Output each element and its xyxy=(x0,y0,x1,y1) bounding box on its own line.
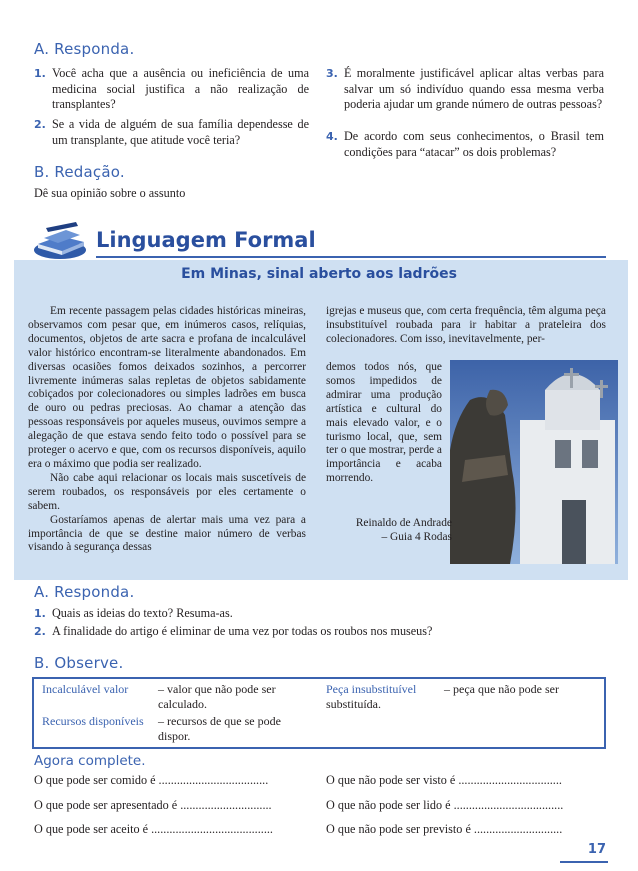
vocab-term: Peça insubstituível xyxy=(326,682,417,696)
question-1 xyxy=(34,66,309,113)
vocab-term: Incalculável valor xyxy=(42,682,129,696)
question-a2-1 xyxy=(34,606,614,622)
books-pen-icon xyxy=(32,220,90,262)
question-text: A finalidade do artigo é eliminar de uma vez por todas os roubos nos museus? xyxy=(52,624,433,638)
article-right-narrow: demos todos nós, que somos impedidos de admirar uma produção artística e cultural do mais elevado valor, e o turismo local, que, sem ter o que mostrar, perde a importância e acaba morrendo. xyxy=(326,361,442,485)
question-text: Você acha que a ausência ou ineficiência de uma medicina social justifica a não realização de transplantes? xyxy=(52,66,309,111)
article-headline: Em Minas, sinal aberto aos ladrões xyxy=(181,266,457,282)
page-number-rule xyxy=(560,861,608,863)
question-number: 4. xyxy=(326,130,338,143)
section-b-title: B. Redação. xyxy=(34,163,125,181)
question-number: 1. xyxy=(34,607,46,620)
fill-item: O que não pode ser previsto é ............................. xyxy=(326,822,563,836)
question-number: 2. xyxy=(34,118,46,131)
fill-item: O que pode ser aceito é ........................................ xyxy=(34,822,273,836)
article-paragraph: Em recente passagem pelas cidades históricas mineiras, observamos com pesar que, em inúmeros casos, relíquias, documentos, objetos de arte sacra e profana de incalculável valor histórico encontram-se literalmente abandonados. Em diversas ocasiões fomos deixados sozinhos, a percorrer livremente inúmeras salas repletas de objetos sabidamente cobiçados por colecionadores ou simples ladrões em busca de ouro ou pedras preciosas. Ao chamar a atenção das pessoas responsáveis por aqueles museus, ouvimos sempre a alegação de que estava sendo feito todo o possível para se proteger o acervo e que, com os recursos disponíveis, aquilo era o máximo que podia ser realizado. xyxy=(28,305,306,470)
section-b2-title: B. Observe. xyxy=(34,654,124,672)
article-left-column xyxy=(28,305,306,555)
question-text: Quais as ideias do texto? Resuma-as. xyxy=(52,606,233,620)
article-author: Reinaldo de Andrade xyxy=(355,517,452,529)
vocab-definition: – recursos de que se pode dispor. xyxy=(158,714,281,743)
article-right-top: igrejas e museus que, com certa frequência, têm alguma peça insubstituível roubada para ir habitar a prateleira dos colecionadores. Com isso, inevitavelmente, per- xyxy=(326,305,606,345)
question-number: 3. xyxy=(326,67,338,80)
fill-item: O que não pode ser lido é .................................... xyxy=(326,798,564,812)
section-b-text: Dê sua opinião sobre o assunto xyxy=(34,186,186,200)
question-text: De acordo com seus conhecimentos, o Brasil tem condições para “atacar” os dois problemas? xyxy=(344,129,604,159)
question-text: É moralmente justificável aplicar altas verbas para salvar um só indivíduo quando essa mesma verba poderia ajudar um grande número de outras pessoas? xyxy=(344,66,604,111)
question-2 xyxy=(34,117,309,148)
question-text: Se a vida de alguém de sua família dependesse de um transplante, que atitude você teria? xyxy=(52,117,309,147)
question-number: 1. xyxy=(34,67,46,80)
question-a2-2 xyxy=(34,624,614,640)
question-3 xyxy=(326,66,604,113)
section-a-title: A. Responda. xyxy=(34,40,135,58)
vocab-term: Recursos disponíveis xyxy=(42,714,144,728)
article-paragraph: Gostaríamos apenas de alertar mais uma vez para a importância de que se destine maior número de verbas visando à segurança dessas xyxy=(28,513,306,554)
vocab-definition: – peça que não pode ser substituída. xyxy=(326,682,559,711)
vocab-definition: – valor que não pode ser calculado. xyxy=(158,682,276,711)
page-number: 17 xyxy=(587,842,606,857)
question-number: 2. xyxy=(34,625,46,638)
fill-item: O que não pode ser visto é .................................. xyxy=(326,773,562,787)
section-a2-title: A. Responda. xyxy=(34,583,135,601)
lesson-title: Linguagem Formal xyxy=(96,228,316,252)
fill-item: O que pode ser apresentado é .............................. xyxy=(34,798,272,812)
fill-item: O que pode ser comido é .................................... xyxy=(34,773,269,787)
complete-title: Agora complete. xyxy=(34,753,146,769)
article-paragraph: Não cabe aqui relacionar os locais mais suscetíveis de serem roubados, os responsáveis por eles certamente o sabem. xyxy=(28,471,306,512)
title-rule xyxy=(96,256,606,258)
question-4 xyxy=(326,129,604,160)
article-source: – Guia 4 Rodas xyxy=(381,531,452,543)
church-statue-photo xyxy=(450,360,618,564)
